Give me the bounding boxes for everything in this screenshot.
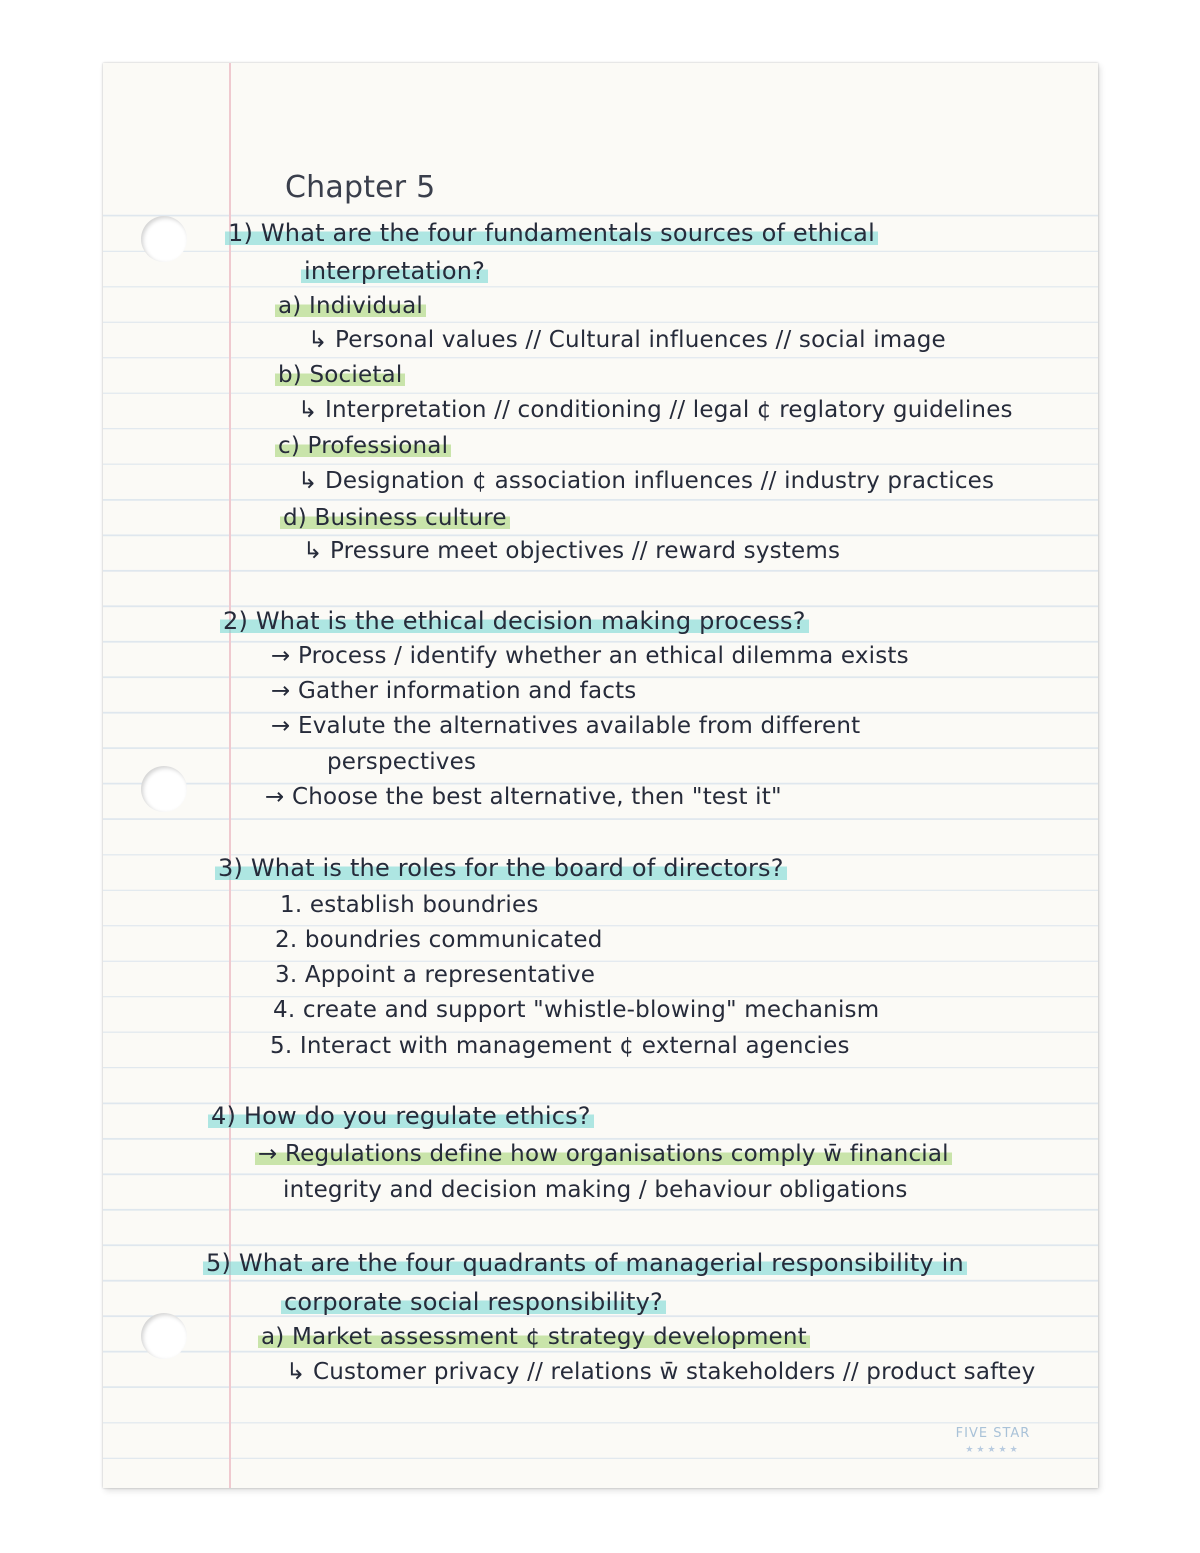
q5-item-a-text: a) Market assessment ¢ strategy development — [258, 1324, 810, 1350]
q4-answer-line-2: integrity and decision making / behaviour obligations — [283, 1177, 908, 1203]
question-1-cont — [301, 256, 488, 286]
question-4 — [208, 1101, 594, 1131]
q1-item-a-detail: ↳ Personal values // Cultural influences // social image — [308, 327, 946, 353]
question-1-line-1: 1) What are the four fundamentals sources of ethical — [225, 219, 878, 247]
q5-item-a-detail: ↳ Customer privacy // relations w̄ stakeholders // product saftey — [286, 1359, 1036, 1385]
question-3 — [215, 853, 787, 883]
question-1-line-2: interpretation? — [301, 257, 488, 285]
q2-step-2: → Gather information and facts — [271, 678, 637, 704]
q1-item-a — [275, 291, 426, 321]
question-5 — [203, 1248, 967, 1278]
page-header-area — [103, 63, 1098, 181]
q3-item-3: 3. Appoint a representative — [275, 962, 596, 988]
q2-step-4: → Choose the best alternative, then "test it" — [265, 784, 782, 810]
q3-item-4: 4. create and support "whistle-blowing" mechanism — [273, 997, 880, 1023]
q4-answer-line-1 — [255, 1139, 952, 1169]
q3-item-2: 2. boundries communicated — [275, 927, 603, 953]
question-1 — [225, 218, 878, 248]
page-title: Chapter 5 — [285, 170, 436, 205]
q1-item-c-text: c) Professional — [275, 433, 451, 459]
q1-item-d-text: d) Business culture — [280, 505, 510, 531]
q1-item-d-detail: ↳ Pressure meet objectives // reward systems — [303, 538, 841, 564]
q5-item-a — [258, 1322, 810, 1352]
five-star-logo: FIVE STAR — [955, 1426, 1031, 1441]
q4-answer-line-1-text: → Regulations define how organisations comply w̄ financial — [255, 1141, 952, 1167]
notebook-page — [103, 63, 1098, 1488]
q3-item-5: 5. Interact with management ¢ external agencies — [270, 1033, 850, 1059]
q1-item-d — [280, 503, 510, 533]
question-2-text: 2) What is the ethical decision making process? — [220, 607, 809, 635]
five-star-stars-icon: ★★★★★ — [965, 1445, 1021, 1455]
question-5-cont — [281, 1287, 666, 1317]
question-4-text: 4) How do you regulate ethics? — [208, 1102, 594, 1130]
q2-step-3-cont: perspectives — [327, 749, 477, 775]
question-5-line-1: 5) What are the four quadrants of managerial responsibility in — [203, 1249, 967, 1277]
q1-item-b-detail: ↳ Interpretation // conditioning // legal ¢ reglatory guidelines — [298, 397, 1013, 423]
q1-item-a-text: a) Individual — [275, 293, 426, 319]
q2-step-1: → Process / identify whether an ethical dilemma exists — [271, 643, 909, 669]
q1-item-b-text: b) Societal — [275, 362, 405, 388]
binder-hole-middle — [141, 766, 187, 812]
binder-hole-bottom — [141, 1313, 187, 1359]
q1-item-b — [275, 360, 405, 390]
question-2 — [220, 606, 809, 636]
question-3-text: 3) What is the roles for the board of directors? — [215, 854, 787, 882]
q2-step-3: → Evalute the alternatives available from different — [271, 713, 861, 739]
binder-hole-top — [141, 216, 187, 262]
q1-item-c — [275, 431, 451, 461]
q3-item-1: 1. establish boundries — [280, 892, 539, 918]
q1-item-c-detail: ↳ Designation ¢ association influences // industry practices — [298, 468, 995, 494]
question-5-line-2: corporate social responsibility? — [281, 1288, 666, 1316]
